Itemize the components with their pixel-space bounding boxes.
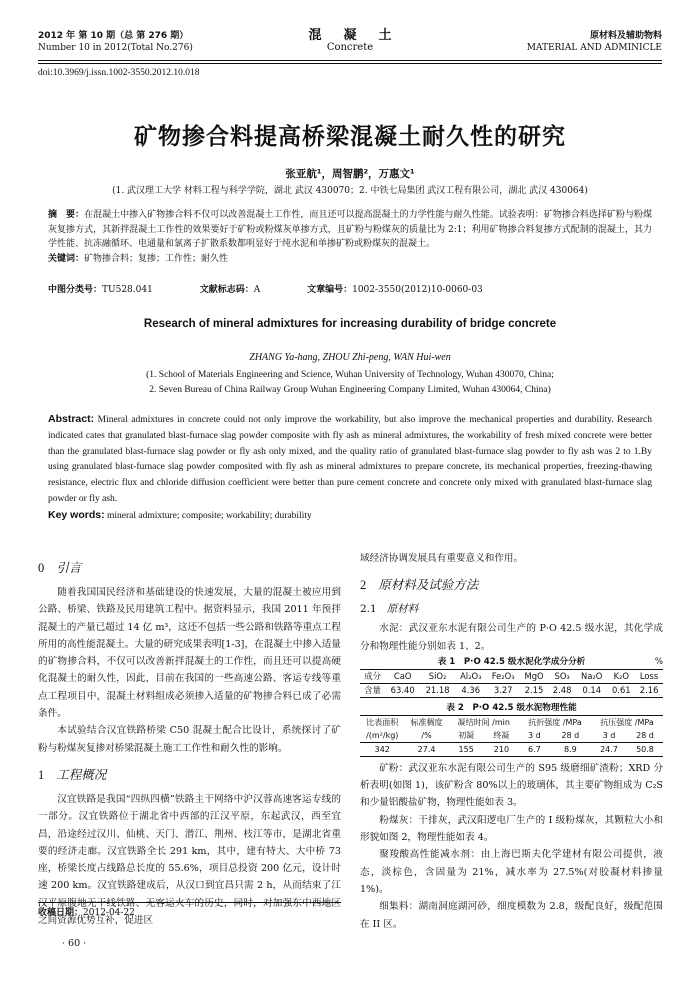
doi[interactable]: doi:10.3969/j.issn.1002-3550.2012.10.018	[38, 68, 200, 78]
authors-en: ZHANG Ya-hang, ZHOU Zhi-peng, WAN Hui-wen	[249, 352, 451, 363]
table-header-cell: /(m²/kg)	[366, 730, 399, 740]
fine-aggregate-paragraph: 细集料：湖南洞庭湖河砂，细度模数为 2.8，级配良好，级配范围在 II 区。	[360, 901, 663, 930]
table-row	[360, 742, 663, 756]
table-header-cell: 28 d	[561, 730, 580, 740]
header-rule	[38, 60, 662, 61]
table-1-caption: 表 1 P·O 42.5 级水泥化学成分分析 %	[437, 656, 663, 667]
table-row	[360, 683, 663, 697]
table-cell: 2.16	[635, 683, 663, 697]
table-1-unit: %	[654, 656, 663, 667]
table-header-cell: Fe₂O₃	[486, 669, 519, 683]
table-cell: 含量	[360, 683, 385, 697]
abstract-cn	[48, 208, 652, 266]
table-header-cell: Na₂O	[576, 669, 607, 683]
section-0-heading: 0 引言	[38, 560, 82, 575]
header-section: 原材料及辅助物料 MATERIAL AND ADMINICLE	[526, 31, 662, 53]
keywords-cn-text: 矿物掺合料；复掺；工作性；耐久性	[84, 253, 229, 264]
table-header-cell: Loss	[635, 669, 663, 683]
received-date: 收稿日期：2012-04-22	[38, 902, 341, 918]
slag-paragraph: 矿粉：武汉亚东水泥有限公司生产的 S95 级磨细矿渣粉；XRD 分析表明(如图 1)，该矿粉含 80%以上的玻璃体，其主要矿物组成为 C₂S 和少量铝酸盐矿物，物理性能如表 3。	[360, 762, 663, 809]
abstract-en	[48, 412, 652, 525]
section-2-1-heading: 2.1 原材料	[360, 603, 419, 616]
table-cell: 63.40	[385, 683, 420, 697]
table-cell: 0.14	[576, 683, 607, 697]
doc-code: A	[253, 285, 261, 295]
table-cell: 3.27	[486, 683, 519, 697]
table-header-row: 比表面积 标准稠度 凝结时间 /min 抗折强度 /MPa 抗压强度 /MPa	[360, 715, 663, 729]
table-header-cell: 3 d	[528, 730, 541, 740]
article-number: 1002-3550(2012)10-0060-03	[352, 285, 483, 295]
body-column-left	[38, 550, 341, 929]
abstract-cn-text: 在混凝土中掺入矿物掺合料不仅可以改善混凝土工作性，而且还可以提高混凝土的力学性能与耐久性能。试验表明：矿物掺合料选择矿粉与粉煤灰复掺方式，其新拌混凝土工作性的效果要好于矿粉或粉煤灰单掺方式，且矿粉与粉煤灰的质量比为 2:1；利用矿物掺合料复掺方式配制的混凝土，其力学性能、抗冻融循环、电通量和氯离子扩散系数都明显好于纯水泥和单掺矿粉或粉煤灰的混凝土。	[48, 210, 652, 249]
article-title-en: Research of mineral admixtures for increasing durability of bridge concrete	[143, 318, 557, 330]
keywords-cn-label: 关键词：	[48, 253, 85, 264]
section-1-heading: 1 工程概况	[38, 766, 107, 782]
table-cell: 2.15	[520, 683, 548, 697]
table-cell: 8.9	[550, 742, 591, 756]
abstract-en-label: Abstract:	[48, 413, 95, 425]
cement-paragraph: 水泥：武汉亚东水泥有限公司生产的 P·O 42.5 级水泥，其化学成分和物理性能分别如表 1、2。	[360, 623, 663, 652]
table-header-cell: 终凝	[493, 730, 510, 740]
header-journal: 混凝土 Concrete	[308, 28, 414, 53]
body-column-right	[360, 550, 663, 933]
abstract-en-text: Mineral admixtures in concrete could not only improve the workability, but also improve the mechanical properties and durability. Research indicated cates that granulated blast-furnace slag powder composite with fly ash as mineral admixtures, the workability of fresh mixed concrete were better than the granulated blast-furnace slag powder or fly ash only mixed, and the quality ratio of granulated blast-furnace slag powder to fly ash was 2 to 1.By using granulated blast-furnace slag powder composited with fly ash as mineral admixtures to prepare concrete, its mechanical properties, freezing-thawing resistance, electric flux and chloride diffusion coefficient were better than pure cement concrete and concrete only mixed with granulated blast-furnace slag powder or fly ash.	[48, 415, 652, 504]
table-2-caption: 表 2 P·O 42.5 级水泥物理性能	[446, 702, 577, 713]
header-issue: 2012 年 第 10 期（总 第 276 期） Number 10 in 2012(Total No.276)	[38, 31, 193, 53]
table-cell: 21.18	[420, 683, 455, 697]
running-header	[38, 30, 662, 64]
header-rule-thin	[38, 63, 662, 64]
table-header-cell: Al₂O₃	[455, 669, 486, 683]
table-header-cell: 28 d	[636, 730, 654, 740]
table-header-cell: 3 d	[602, 730, 616, 740]
table-header-cell: 初凝	[458, 730, 475, 740]
table-cell: 0.61	[607, 683, 635, 697]
table-header-cell: SiO₂	[420, 669, 455, 683]
section-0-paragraph: 随着我国国民经济和基础建设的快速发展，大量的混凝土被应用到公路、桥梁、铁路及民用建筑工程中。据资料显示，我国 2011 年预拌混凝土的产量已超过 14 亿 m³，这还不包括一些公路和铁路等重点工程所用的高性能混凝土。大量的研究成果表明[1-3]，在混凝土中掺入适量的矿物掺合料，不仅可以改善新拌混凝土的工作性，而且还可以提高硬化混凝土的耐久性，因此，目前在我国的一些高速公路、客运专线等重点工程项目中，混凝土材料组成必须掺入适量的矿物掺合料已成了必需条件。	[38, 587, 341, 720]
table-cell: 4.36	[455, 683, 486, 697]
table-cell: 50.8	[627, 742, 663, 756]
table-header-cell: SO₃	[548, 669, 576, 683]
table-cell: 342	[360, 742, 405, 756]
section-1-paragraph: 汉宜铁路是我国“四纵四横”铁路主干网络中沪汉蓉高速客运专线的一部分。汉宜铁路位于湖北省中西部的江汉平原，东起武汉，西至宜昌，沿途经过汉川、仙桃、天门、潜江、荆州、枝江等市，是湖北省重要的经济走廊。汉宜铁路全长 291 km，其中，建有特大、大中桥 73 座，桥梁长度占线路总长度的 55.6%，项目总投资 200 亿元，设计时速 200 km。汉宜铁路建成后，从汉口到宜昌只需 2 h，从而结束了江汉平原腹地无干线铁路、无客运火车的历史，同时，对加强东中西地区之间资源优势互补，促进区	[38, 793, 341, 927]
table-2	[360, 715, 663, 757]
table-header-cell: MgO	[520, 669, 548, 683]
affiliation-en: (1. School of Materials Engineering and Science, Wuhan University of Technology, Wuhan 430070, China; 2. Seven Bureau of China Railway Group Wuhan Engineering Company Limited, Wuhan 430064, China)	[146, 370, 554, 395]
table-header-cell: /%	[421, 730, 432, 740]
page-number: · 60 ·	[62, 938, 87, 949]
table-header-row	[360, 669, 663, 683]
flyash-paragraph: 粉煤灰：干排灰，武汉阳逻电厂生产的 I 级粉煤灰，其颗粒大小和形貌如图 2，物理性能如表 4。	[360, 814, 663, 844]
table-header-cell: K₂O	[607, 669, 635, 683]
table-header-cell: CaO	[385, 669, 420, 683]
section-0-paragraph: 本试验结合汉宜铁路桥梁 C50 混凝土配合比设计，系统探讨了矿粉与粉煤灰复掺对桥梁混凝土施工工作性和耐久性的影响。	[38, 725, 341, 754]
table-cell: 6.7	[519, 742, 550, 756]
abstract-cn-label: 摘 要：	[48, 210, 85, 220]
article-title: 矿物掺合料提高桥梁混凝土耐久性的研究	[134, 124, 566, 150]
table-cell: 2.48	[548, 683, 576, 697]
authors: 张亚航¹，周智鹏²，万惠文¹	[285, 168, 415, 180]
affiliation: (1. 武汉理工大学 材料工程与科学学院，湖北 武汉 430070；2. 中铁七局集团 武汉工程有限公司，湖北 武汉 430064)	[112, 186, 588, 196]
table-header-cell: 成分	[360, 669, 385, 683]
table-1	[360, 669, 663, 698]
table-subheader-row	[360, 729, 663, 743]
classification-meta: 中图分类号：TU528.041 文献标志码：A 文章编号：1002-3550(2012)10-0060-03	[48, 285, 483, 295]
section-1-continuation: 域经济协调发展具有重要意义和作用。	[360, 553, 524, 564]
superplasticizer-paragraph: 聚羧酸高性能减水剂：由上海巴斯夫化学建材有限公司提供，液态，淡棕色，含固量为 21%，减水率为 27.5%(对胶凝材料掺量 1%)。	[360, 849, 663, 895]
table-cell: 155	[449, 742, 484, 756]
clc-number: TU528.041	[102, 285, 153, 295]
table-cell: 210	[484, 742, 519, 756]
section-2-heading: 2 原材料及试验方法	[360, 577, 479, 593]
table-cell: 27.4	[405, 742, 449, 756]
table-cell: 24.7	[591, 742, 627, 756]
keywords-en-text: mineral admixture; composite; workability; durability	[106, 510, 312, 521]
keywords-en-label: Key words:	[48, 508, 105, 521]
